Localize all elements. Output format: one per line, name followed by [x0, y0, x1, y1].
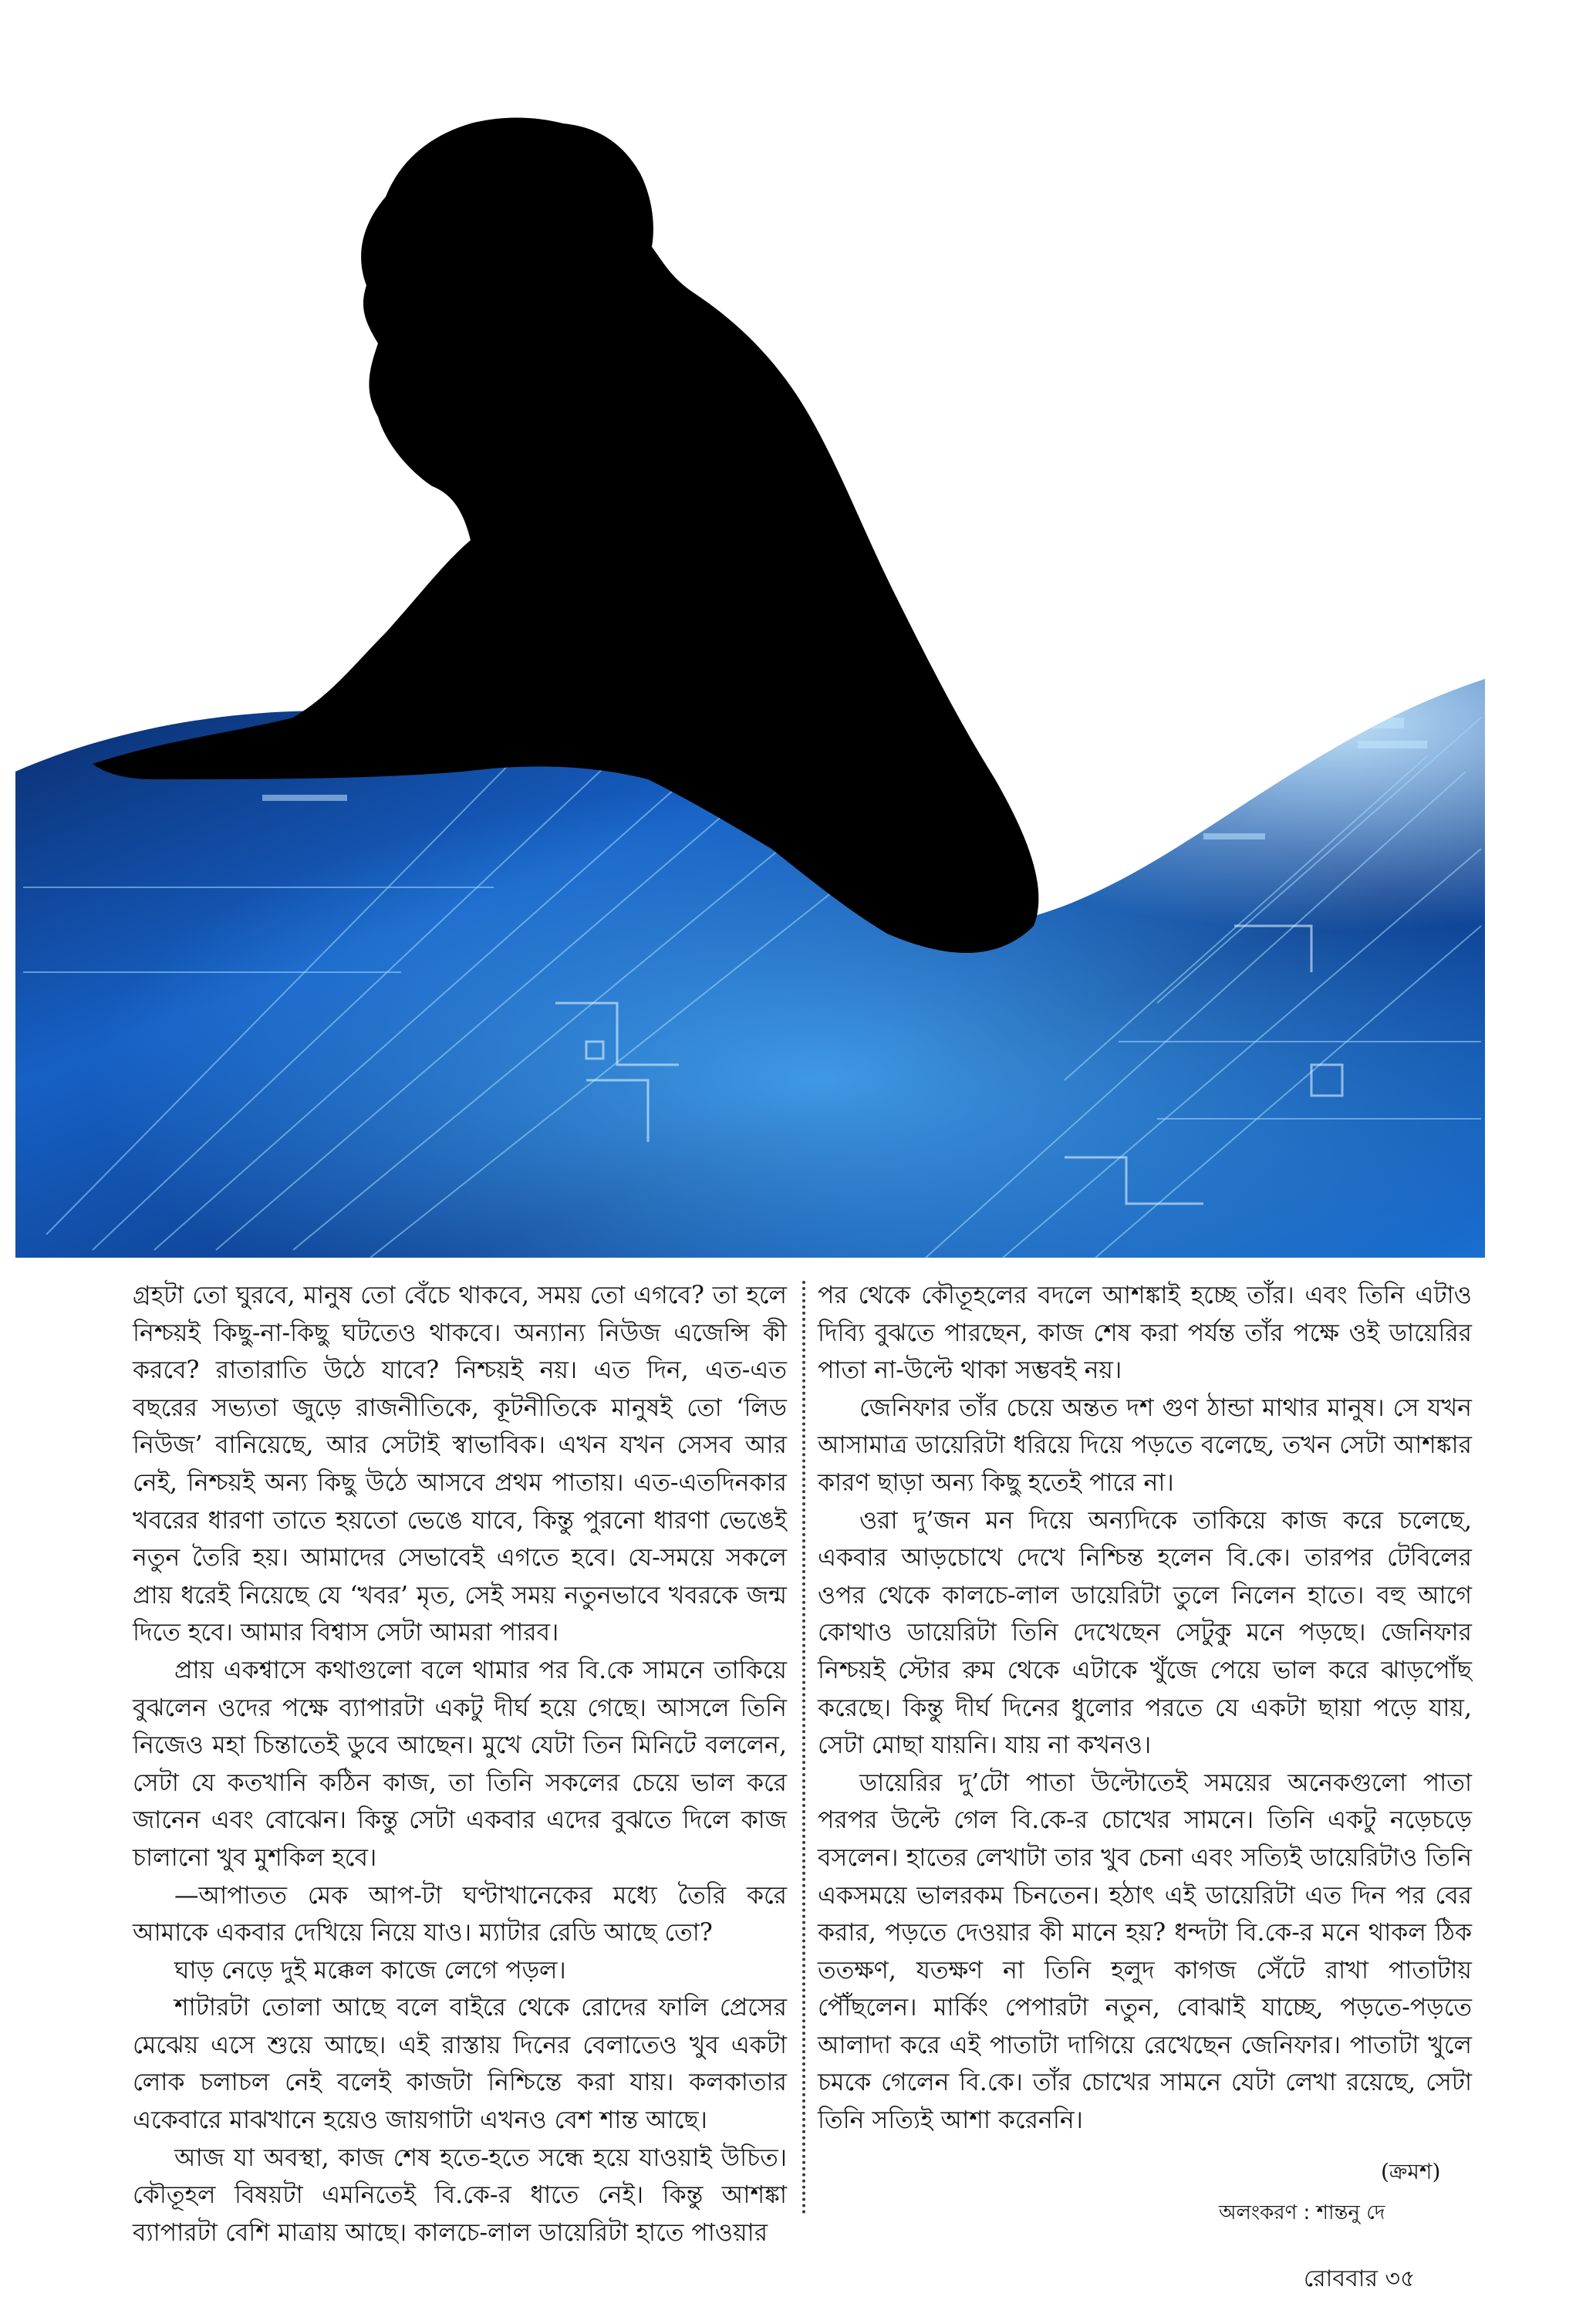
article-column-left	[133, 1277, 787, 2251]
page-folio: রোববার ৩৫	[1304, 2265, 1416, 2292]
column-divider	[802, 1281, 805, 2214]
paragraph: প্রায় একশ্বাসে কথাগুলো বলে থামার পর বি.কে সামনে তাকিয়ে বুঝলেন ওদের পক্ষে ব্যাপারটা একটু দীর্ঘ হয়ে গেছে। আসলে তিনি নিজেও মহা চিন্তাতেই ডুবে আছেন। মুখে যেটা তিন মিনিটে বললেন, সেটা যে কতখানি কঠিন কাজ, তা তিনি সকলের চেয়ে ভাল করে জানেন এবং বোঝেন। কিন্তু সেটা একবার এদের বুঝতে দিলে কাজ চালানো খুব মুশকিল হবে।	[133, 1656, 787, 1872]
paragraph: জেনিফার তাঁর চেয়ে অন্তত দশ গুণ ঠান্ডা মাথার মানুষ। সে যখন আসামাত্র ডায়েরিটা ধরিয়ে দিয়ে পড়তে বলেছে, তখন সেটা আশঙ্কার কারণ ছাড়া অন্য কিছু হতেই পারে না।	[818, 1393, 1472, 1497]
paragraph: পর থেকে কৌতূহলের বদলে আশঙ্কাই হচ্ছে তাঁর। এবং তিনি এটাও দিব্যি বুঝতে পারছেন, কাজ শেষ করা পর্যন্ত তাঁর পক্ষে ওই ডায়েরির পাতা না-উল্টে থাকা সম্ভবই নয়।	[818, 1282, 1472, 1385]
paragraph: —আপাতত মেক আপ-টা ঘণ্টাখানেকের মধ্যে তৈরি করে আমাকে একবার দেখিয়ে নিয়ে যাও। ম্যাটার রেডি আছে তো?	[133, 1881, 787, 1947]
illustration-credit: অলংকরণ : শান্তনু দে	[1219, 2201, 1385, 2224]
paragraph: ওরা দু’জন মন দিয়ে অন্যদিকে তাকিয়ে কাজ করে চলেছে, একবার আড়চোখে দেখে নিশ্চিন্ত হলেন বি.কে। তারপর টেবিলের ওপর থেকে কালচে-লাল ডায়েরিটা তুলে নিলেন হাতে। বহু আগে কোথাও ডায়েরিটা তিনি দেখেছেন সেটুকু মনে পড়ছে। জেনিফার নিশ্চয়ই স্টোর রুম থেকে এটাকে খুঁজে পেয়ে ভাল করে ঝাড়পোঁছ করেছে। কিন্তু দীর্ঘ দিনের ধুলোর পরতে যে একটা ছায়া পড়ে যায়, সেটা মোছা যায়নি। যায় না কখনও।	[818, 1506, 1472, 1760]
article-column-right	[818, 1277, 1472, 2140]
paragraph: শাটারটা তোলা আছে বলে বাইরে থেকে রোদের ফালি প্রেসের মেঝেয় এসে শুয়ে আছে। এই রাস্তায় দিনের বেলাতেও খুব একটা লোক চলাচল নেই বলেই কাজটা নিশ্চিন্তে করা যায়। কলকাতার একেবারে মাঝখানে হয়েও জায়গাটা এখনও বেশ শান্ত আছে।	[133, 1994, 787, 2135]
paragraph: গ্রহটা তো ঘুরবে, মানুষ তো বেঁচে থাকবে, সময় তো এগবে? তা হলে নিশ্চয়ই কিছু-না-কিছু ঘটতেও থাকবে। অন্যান্য নিউজ এজেন্সি কী করবে? রাতারাতি উঠে যাবে? নিশ্চয়ই নয়। এত দিন, এত-এত বছরের সভ্যতা জুড়ে রাজনীতিকে, কূটনীতিকে মানুষই তো ‘লিড নিউজ’ বানিয়েছে, আর সেটাই স্বাভাবিক। এখন যখন সেসব আর নেই, নিশ্চয়ই অন্য কিছু উঠে আসবে প্রথম পাতায়। এত-এতদিনকার খবরের ধারণা তাতে হয়তো ভেঙে যাবে, কিন্তু পুরনো ধারণা ভেঙেই নতুন তৈরি হয়। আমাদের সেভাবেই এগতে হবে। যে-সময়ে সকলে প্রায় ধরেই নিয়েছে যে ‘খবর’ মৃত, সেই সময় নতুনভাবে খবরকে জন্ম দিতে হবে। আমার বিশ্বাস সেটা আমরা পারব।	[133, 1282, 787, 1647]
paragraph: আজ যা অবস্থা, কাজ শেষ হতে-হতে সন্ধে হয়ে যাওয়াই উচিত। কৌতূহল বিষয়টা এমনিতেই বি.কে-র ধাতে নেই। কিন্তু আশঙ্কা ব্যাপারটা বেশি মাত্রায় আছে। কালচে-লাল ডায়েরিটা হাতে পাওয়ার	[133, 2143, 787, 2247]
continued-label: (ক্রমশ)	[1381, 2159, 1441, 2184]
paragraph: ডায়েরির দু’টো পাতা উল্টোতেই সময়ের অনেকগুলো পাতা পরপর উল্টে গেল বি.কে-র চোখের সামনে। তিনি একটু নড়েচড়ে বসলেন। হাতের লেখাটা তার খুব চেনা এবং সত্যিই ডায়েরিটাও তিনি একসময়ে ভালরকম চিনতেন। হঠাৎ এই ডায়েরিটা এত দিন পর বের করার, পড়তে দেওয়ার কী মানে হয়? ধন্দটা বি.কে-র মনে থাকল ঠিক ততক্ষণ, যতক্ষণ না তিনি হলুদ কাগজ সেঁটে রাখা পাতাটায় পৌঁছলেন। মার্কিং পেপারটা নতুন, বোঝাই যাচ্ছে, পড়তে-পড়তে আলাদা করে এই পাতাটা দাগিয়ে রেখেছেন জেনিফার। পাতাটা খুলে চমকে গেলেন বি.কে। তাঁর চোখের সামনে যেটা লেখা রয়েছে, সেটা তিনি সত্যিই আশা করেননি।	[818, 1768, 1472, 2135]
paragraph: ঘাড় নেড়ে দুই মক্কেল কাজে লেগে পড়ল।	[174, 1956, 566, 1985]
